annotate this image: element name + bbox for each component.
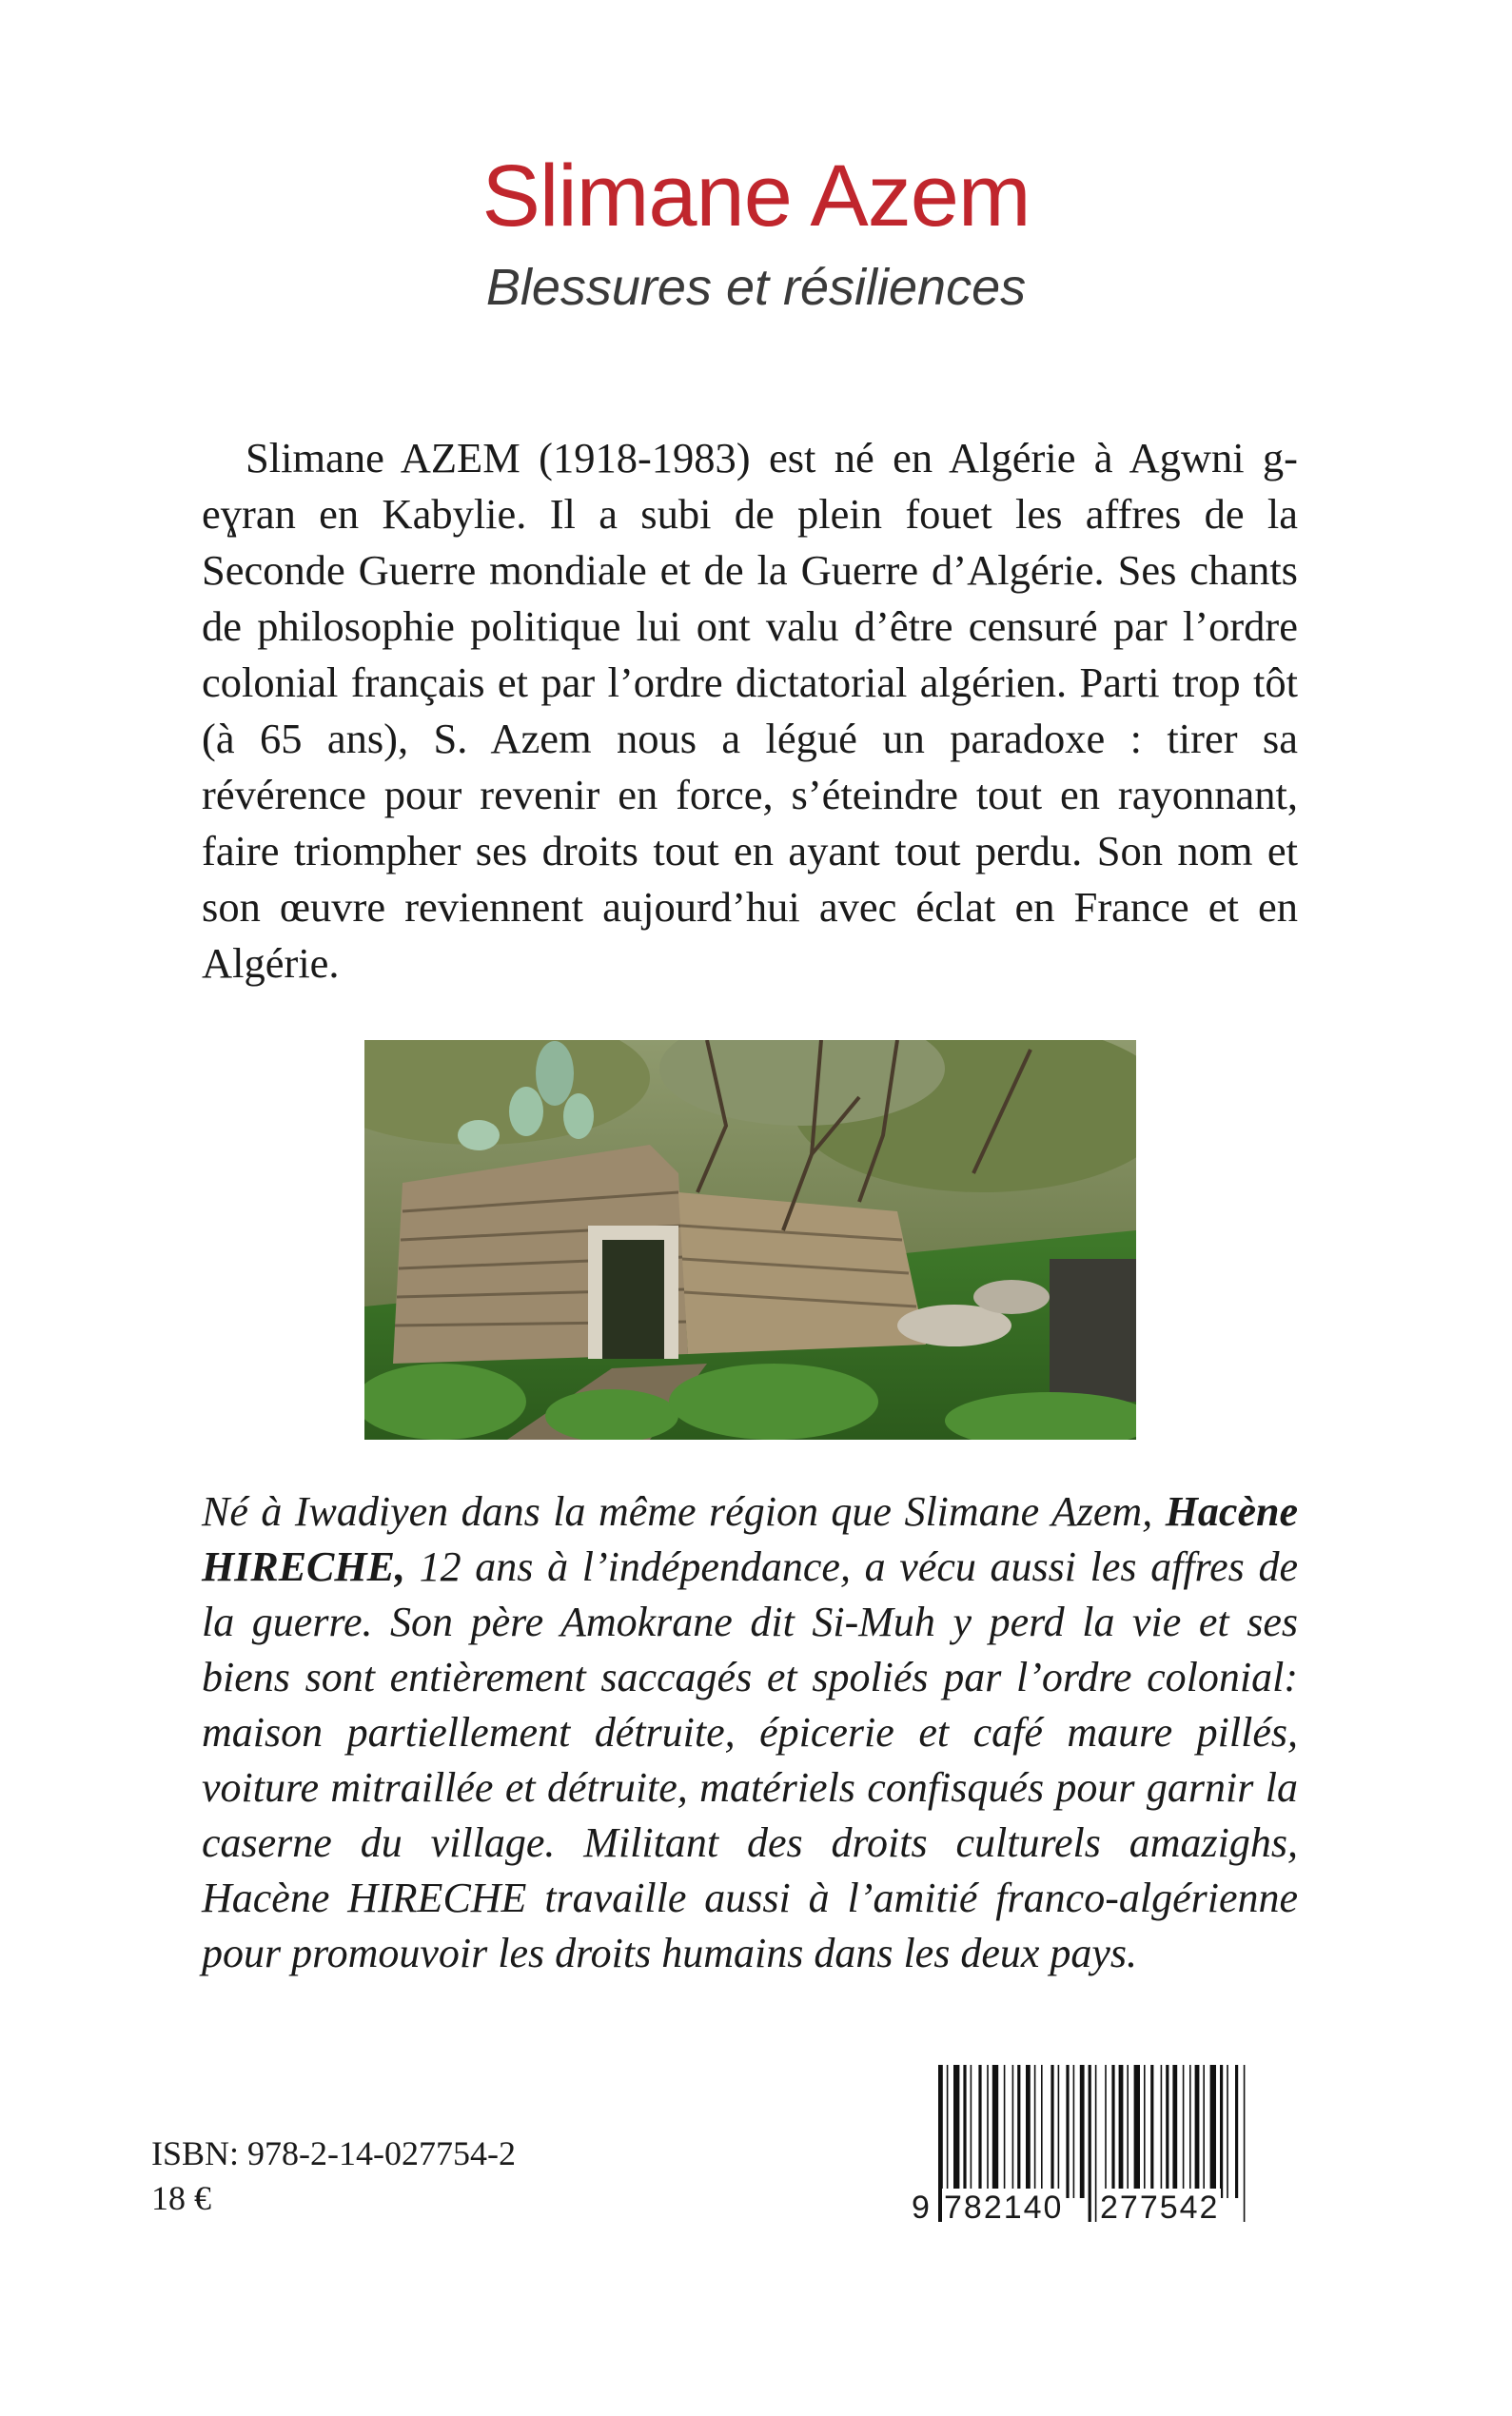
isbn-text: ISBN: 978-2-14-027754-2 bbox=[151, 2134, 516, 2172]
barcode-group-2: 277542 bbox=[1100, 2190, 1220, 2226]
barcode-bar bbox=[1203, 2065, 1205, 2198]
barcode-bar bbox=[1119, 2065, 1124, 2198]
barcode-bar bbox=[971, 2065, 972, 2198]
barcode-bar bbox=[963, 2065, 966, 2198]
barcode-bar bbox=[1189, 2065, 1191, 2198]
book-subtitle: Blessures et résiliences bbox=[485, 259, 1027, 316]
barcode-bar bbox=[1041, 2065, 1043, 2198]
photo-illustration bbox=[364, 1040, 1136, 1440]
barcode-bar bbox=[1080, 2065, 1085, 2198]
barcode-bar bbox=[1166, 2065, 1168, 2198]
bio-rest: 12 ans à l’indépendance, a vécu aussi les affres de la guerre. Son père Amokrane dit Si-Muh y perd la vie et ses biens sont entièrement saccagés et spoliés par l’ordre colonial: maison partiellement détruite, épicerie et café maure pillés, voiture mitraillée et détruite, matériels confisqués pour garnir la caserne du village. Militant des droits culturels amazighs, Hacène HIRECHE travaille aussi à l’amitié franco-algérienne pour promouvoir les droits humains dans les deux pays. bbox=[202, 1543, 1298, 1976]
barcode-bar bbox=[1150, 2065, 1153, 2198]
barcode-bar bbox=[1227, 2065, 1228, 2198]
barcode-group-1: 782140 bbox=[944, 2190, 1064, 2226]
barcode-bar bbox=[1017, 2065, 1020, 2198]
author-name: Hacène HIRECHE, bbox=[202, 1488, 1298, 1590]
barcode-bar bbox=[1105, 2065, 1107, 2198]
book-title: Slimane Azem bbox=[481, 147, 1031, 245]
barcode-bar bbox=[1195, 2065, 1200, 2198]
barcode-bar bbox=[1026, 2065, 1031, 2198]
barcode-bar bbox=[1210, 2065, 1216, 2198]
bio-intro: Né à Iwadiyen dans la même région que Slimane Azem, bbox=[202, 1488, 1166, 1535]
barcode-bar bbox=[953, 2065, 959, 2198]
ruined-stone-house-photo bbox=[364, 1040, 1136, 1440]
barcode-bar bbox=[1161, 2065, 1163, 2198]
barcode-bar bbox=[1111, 2065, 1114, 2198]
barcode-bar bbox=[1127, 2065, 1129, 2198]
barcode-bar bbox=[1235, 2065, 1238, 2198]
barcode-bar bbox=[1073, 2065, 1075, 2198]
barcode-bar bbox=[1066, 2065, 1069, 2198]
barcode-bar bbox=[1095, 2065, 1097, 2222]
barcode-bar bbox=[992, 2065, 998, 2198]
barcode-bar bbox=[987, 2065, 989, 2198]
barcode-bar bbox=[978, 2065, 981, 2198]
barcode-bar bbox=[1244, 2065, 1246, 2222]
barcode-bar bbox=[1144, 2065, 1146, 2198]
author-biography bbox=[202, 1484, 1298, 1981]
barcode-bar bbox=[1058, 2065, 1060, 2198]
barcode-bar bbox=[1051, 2065, 1053, 2198]
barcode-bar bbox=[1220, 2065, 1223, 2198]
barcode-bar bbox=[1183, 2065, 1185, 2198]
barcode-bar bbox=[1034, 2065, 1036, 2198]
barcode-bar bbox=[1004, 2065, 1006, 2198]
barcode-bar bbox=[1012, 2065, 1014, 2198]
price-text: 18 € bbox=[151, 2179, 211, 2217]
barcode-bar bbox=[1172, 2065, 1177, 2198]
barcode-first-digit: 9 bbox=[912, 2190, 932, 2226]
barcode-bar bbox=[1134, 2065, 1140, 2198]
barcode-bar bbox=[1089, 2065, 1091, 2222]
barcode-bar bbox=[947, 2065, 949, 2198]
book-blurb: Slimane AZEM (1918-1983) est né en Algérie à Agwni g-eɣran en Kabylie. Il a subi de plein fouet les affres de la Seconde Guerre mondiale et de la Guerre d’Algérie. Ses chants de philosophie politique lui ont valu d’être censuré par l’ordre colonial français et par l’ordre dictatorial algérien. Parti trop tôt (à 65 ans), S. Azem nous a légué un paradoxe : tirer sa révérence pour revenir en force, s’éteindre tout en rayonnant, faire triompher ses droits tout en ayant tout perdu. Son nom et son œuvre reviennent aujourd’hui avec éclat en France et en Algérie. bbox=[202, 434, 1298, 987]
